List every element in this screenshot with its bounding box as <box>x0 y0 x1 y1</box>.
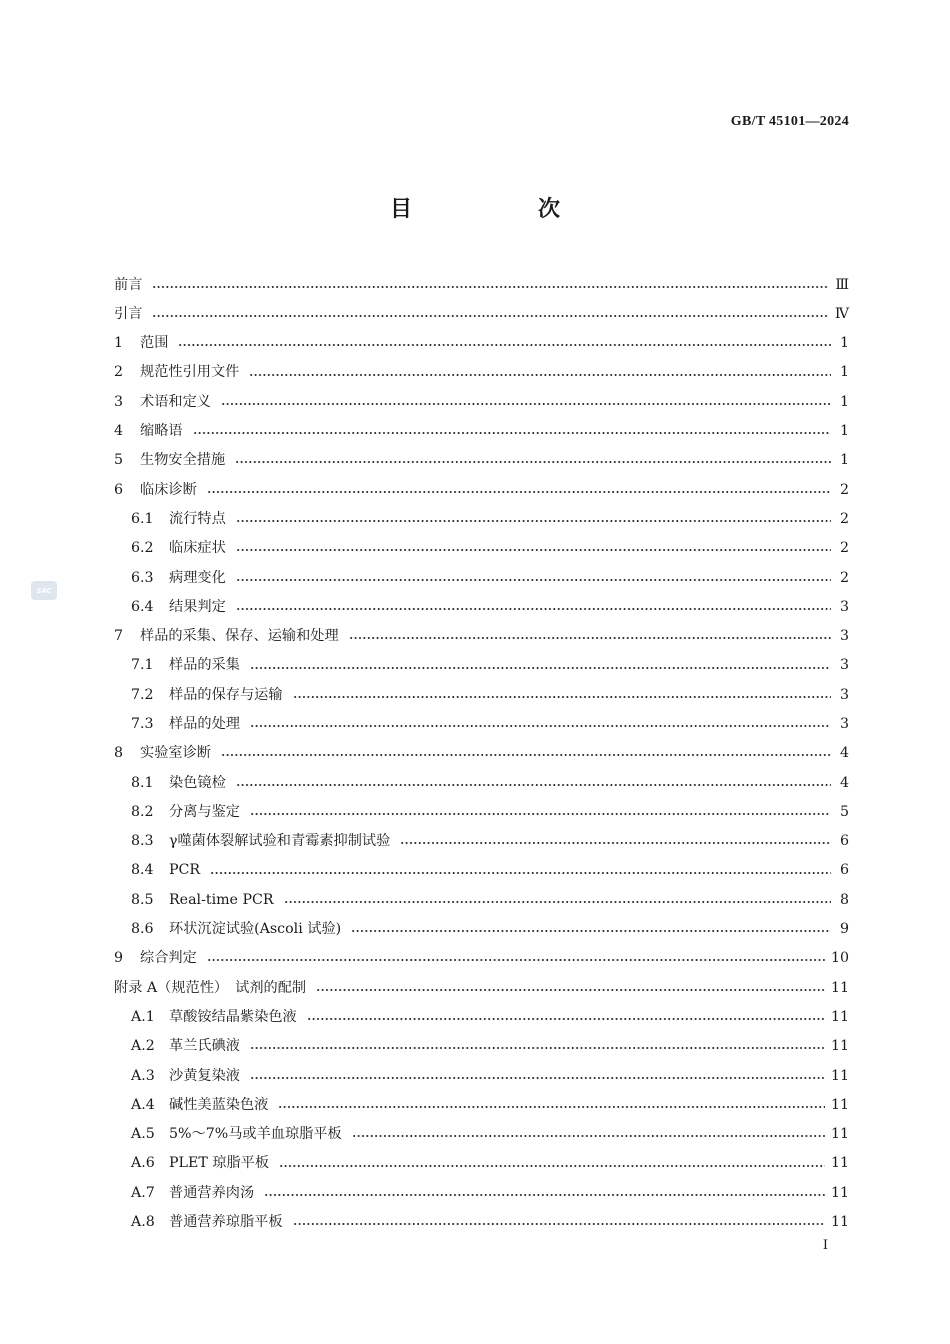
toc-entry-label: 碱性美蓝染色液 <box>169 1096 269 1113</box>
toc-entry[interactable] <box>114 1120 849 1149</box>
toc-entry[interactable] <box>114 973 849 1002</box>
toc-entry-page: 1 <box>839 423 849 440</box>
toc-entry[interactable] <box>114 592 849 621</box>
dot-leader <box>307 1018 825 1020</box>
dot-leader <box>293 1223 825 1225</box>
toc-entry-number: 7 <box>114 628 124 645</box>
toc-entry[interactable] <box>114 416 849 445</box>
toc-entry-page: 11 <box>830 1126 849 1143</box>
toc-entry[interactable] <box>114 299 849 328</box>
toc-entry[interactable] <box>114 563 849 592</box>
toc-entry-label: 革兰氏碘液 <box>169 1038 240 1055</box>
toc-entry-page: 3 <box>839 628 849 645</box>
page-folio: I <box>822 1238 828 1253</box>
toc-entry-page: 11 <box>830 1038 849 1055</box>
toc-entry-label: 样品的采集、保存、运输和处理 <box>140 628 339 645</box>
toc-entry-label: 普通营养肉汤 <box>169 1184 255 1201</box>
toc-entry-label: 流行特点 <box>169 510 226 527</box>
toc-entry-label: 规范性引用文件 <box>140 364 240 381</box>
toc-entry[interactable] <box>114 387 849 416</box>
toc-entry-label: 实验室诊断 <box>140 745 211 762</box>
toc-entry-number: 6.1 <box>131 510 154 527</box>
dot-leader <box>284 901 831 903</box>
dot-leader <box>293 696 831 698</box>
toc-entry-page: 11 <box>830 1155 849 1172</box>
dot-leader <box>236 608 831 610</box>
standard-number: GB/T 45101—2024 <box>730 114 849 129</box>
toc-entry-number: 8.4 <box>131 862 154 879</box>
dot-leader <box>400 842 831 844</box>
toc-entry[interactable] <box>114 446 849 475</box>
toc-entry-page: Ⅲ <box>835 276 849 293</box>
toc-entry-number: 2 <box>114 364 124 381</box>
toc-entry-page: 3 <box>839 686 849 703</box>
dot-leader <box>207 491 831 493</box>
dot-leader <box>235 461 831 463</box>
toc-entry-number: 8.3 <box>131 833 154 850</box>
toc-entry[interactable] <box>114 768 849 797</box>
toc-entry-page: 3 <box>839 598 849 615</box>
dot-leader <box>351 930 831 932</box>
toc-entry[interactable] <box>114 856 849 885</box>
toc-entry-page: 6 <box>839 833 849 850</box>
toc-entry-number: 9 <box>114 950 124 967</box>
toc-entry-label: Real-time PCR <box>169 891 274 908</box>
toc-entry-page: 11 <box>830 979 849 996</box>
toc-entry[interactable] <box>114 651 849 680</box>
toc-entry[interactable] <box>114 1149 849 1178</box>
dot-leader <box>236 784 831 786</box>
toc-entry-number: A.6 <box>131 1155 155 1172</box>
toc-entry-page: 1 <box>839 393 849 410</box>
table-of-contents <box>114 270 849 1237</box>
toc-entry-number: 6.4 <box>131 598 154 615</box>
toc-entry-label: PLET 琼脂平板 <box>169 1155 270 1172</box>
toc-entry-number: 7.1 <box>131 657 154 674</box>
toc-entry-page: 2 <box>839 510 849 527</box>
toc-entry-label: 引言 <box>114 305 143 322</box>
dot-leader <box>236 579 831 581</box>
dot-leader <box>178 344 831 346</box>
toc-entry-page: 4 <box>839 745 849 762</box>
toc-entry-label: 样品的保存与运输 <box>169 686 283 703</box>
toc-entry-label: 临床诊断 <box>140 481 197 498</box>
toc-entry-label: 缩略语 <box>140 423 183 440</box>
toc-entry-number: 6 <box>114 481 124 498</box>
toc-entry-label: 综合判定 <box>140 950 197 967</box>
toc-entry[interactable] <box>114 944 849 973</box>
toc-entry-page: 11 <box>830 1214 849 1231</box>
toc-entry-page: 11 <box>830 1184 849 1201</box>
dot-leader <box>250 1077 825 1079</box>
toc-entry-label: 染色镜检 <box>169 774 226 791</box>
toc-entry[interactable] <box>114 1208 849 1237</box>
toc-entry[interactable] <box>114 504 849 533</box>
toc-entry-label: 草酸铵结晶紫染色液 <box>169 1008 297 1025</box>
toc-entry-label: 样品的采集 <box>169 657 240 674</box>
dot-leader <box>249 374 831 376</box>
toc-entry-label: 临床症状 <box>169 540 226 557</box>
toc-entry-number: A.7 <box>131 1184 155 1201</box>
toc-entry-page: 4 <box>839 774 849 791</box>
toc-entry[interactable] <box>114 1002 849 1031</box>
toc-entry[interactable] <box>114 1061 849 1090</box>
toc-entry-page: 1 <box>839 364 849 381</box>
toc-entry-page: 11 <box>830 1008 849 1025</box>
dot-leader <box>352 1135 825 1137</box>
sac-watermark-logo: SAC <box>31 581 57 600</box>
toc-entry-number: 6.3 <box>131 569 154 586</box>
toc-entry-page: 3 <box>839 657 849 674</box>
dot-leader <box>250 725 831 727</box>
toc-entry[interactable] <box>114 680 849 709</box>
toc-entry-page: 2 <box>839 481 849 498</box>
toc-entry-label: 术语和定义 <box>140 393 211 410</box>
toc-entry[interactable] <box>114 1032 849 1061</box>
toc-entry-label: 病理变化 <box>169 569 226 586</box>
toc-entry-number: A.3 <box>131 1067 155 1084</box>
dot-leader <box>236 549 831 551</box>
toc-entry-page: 11 <box>830 1067 849 1084</box>
dot-leader <box>207 959 825 961</box>
toc-entry-page: 6 <box>839 862 849 879</box>
toc-entry-label: 生物安全措施 <box>140 452 226 469</box>
toc-entry-page: 5 <box>839 803 849 820</box>
toc-entry-label: 附录 A（规范性） 试剂的配制 <box>114 979 307 996</box>
dot-leader <box>193 432 831 434</box>
toc-entry-page: 8 <box>839 891 849 908</box>
toc-entry-number: 7.2 <box>131 686 154 703</box>
toc-entry-number: 8 <box>114 745 124 762</box>
dot-leader <box>278 1106 825 1108</box>
toc-entry-number: 1 <box>114 335 124 352</box>
toc-entry-page: 10 <box>830 950 849 967</box>
dot-leader <box>236 520 831 522</box>
toc-entry-label: 5%～7%马或羊血琼脂平板 <box>169 1126 342 1143</box>
toc-entry-label: 结果判定 <box>169 598 226 615</box>
toc-entry-number: A.2 <box>131 1038 155 1055</box>
toc-entry-number: A.1 <box>131 1008 155 1025</box>
toc-entry[interactable] <box>114 827 849 856</box>
toc-entry-label: PCR <box>169 862 201 879</box>
toc-entry-number: A.8 <box>131 1214 155 1231</box>
dot-leader <box>221 403 831 405</box>
toc-entry-page: Ⅳ <box>834 305 849 322</box>
toc-entry-number: 7.3 <box>131 716 154 732</box>
toc-entry[interactable] <box>114 534 849 563</box>
toc-entry-number: 3 <box>114 393 124 410</box>
toc-entry[interactable] <box>114 1090 849 1119</box>
dot-leader <box>264 1194 825 1196</box>
dot-leader <box>279 1165 825 1167</box>
dot-leader <box>152 315 828 317</box>
dot-leader <box>221 754 831 756</box>
toc-entry-page: 3 <box>839 716 849 732</box>
toc-entry[interactable] <box>114 885 849 914</box>
toc-entry-page: 11 <box>830 1096 849 1113</box>
toc-entry-number: A.5 <box>131 1126 155 1143</box>
dot-leader <box>349 637 831 639</box>
toc-entry[interactable] <box>114 709 849 738</box>
dot-leader <box>316 989 825 991</box>
toc-entry-label: 沙黄复染液 <box>169 1067 240 1084</box>
toc-entry-label: 普通营养琼脂平板 <box>169 1214 283 1231</box>
toc-entry-label: 前言 <box>114 276 143 293</box>
dot-leader <box>210 872 831 874</box>
toc-entry[interactable] <box>114 797 849 826</box>
toc-entry-number: 8.6 <box>131 921 154 938</box>
toc-entry-number: 4 <box>114 423 124 440</box>
toc-entry-number: 8.1 <box>131 774 154 791</box>
toc-entry-page: 2 <box>839 569 849 586</box>
toc-entry[interactable] <box>114 622 849 651</box>
toc-entry-page: 2 <box>839 540 849 557</box>
toc-entry[interactable] <box>114 329 849 358</box>
toc-entry-page: 9 <box>839 921 849 938</box>
toc-entry-number: 8.5 <box>131 891 154 908</box>
toc-entry[interactable] <box>114 270 849 299</box>
toc-entry-number: 6.2 <box>131 540 154 557</box>
toc-entry[interactable] <box>114 358 849 387</box>
dot-leader <box>152 286 829 288</box>
page-title: 目 次 <box>389 196 612 222</box>
toc-entry-label: 范围 <box>140 335 169 352</box>
toc-entry[interactable] <box>114 739 849 768</box>
toc-entry-number: A.4 <box>131 1096 155 1113</box>
dot-leader <box>250 1047 825 1049</box>
dot-leader <box>250 813 831 815</box>
toc-entry[interactable] <box>114 1178 849 1207</box>
toc-entry-number: 5 <box>114 452 124 469</box>
toc-entry[interactable] <box>114 475 849 504</box>
toc-entry-page: 1 <box>839 335 849 352</box>
toc-entry-number: 8.2 <box>131 803 154 820</box>
toc-entry[interactable] <box>114 915 849 944</box>
dot-leader <box>250 667 831 669</box>
toc-entry-label: 样品的处理 <box>169 716 240 732</box>
toc-entry-page: 1 <box>839 452 849 469</box>
toc-entry-label: 环状沉淀试验(Ascoli 试验) <box>169 921 342 938</box>
toc-entry-label: γ噬菌体裂解试验和青霉素抑制试验 <box>169 833 391 850</box>
toc-entry-label: 分离与鉴定 <box>169 803 240 820</box>
